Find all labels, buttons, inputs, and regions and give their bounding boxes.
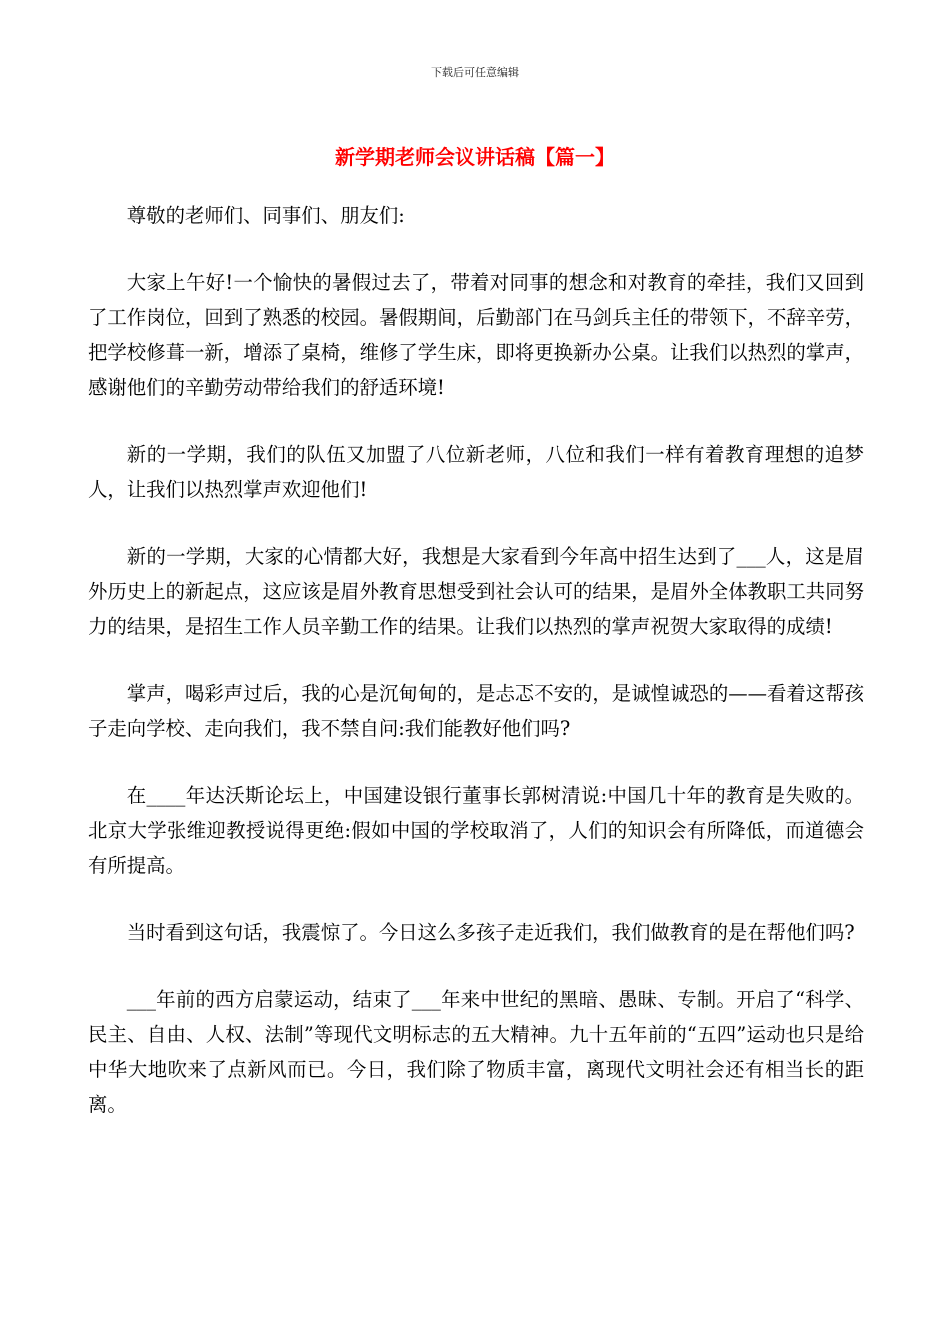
document-title: 新学期老师会议讲话稿【篇一】 [335,145,615,169]
paragraph-davos: 在____年达沃斯论坛上，中国建设银行董事长郭树清说:中国几十年的教育是失败的。北京大学张维迎教授说得更绝:假如中国的学校取消了，人们的知识会有所降低，而道德会有所提高。 [88,784,864,877]
page-header-note: 下载后可任意编辑 [431,66,519,79]
document-body [88,198,864,1154]
paragraph-shock: 当时看到这句话，我震惊了。今日这么多孩子走近我们，我们做教育的是在帮他们吗? [126,921,855,944]
paragraph-new-teachers: 新的一学期，我们的队伍又加盟了八位新老师，八位和我们一样有着教育理想的追梦人，让我们以热烈掌声欢迎他们! [88,443,864,501]
paragraph-salutation: 尊敬的老师们、同事们、朋友们: [126,204,405,227]
paragraph-greeting: 大家上午好!一个愉快的暑假过去了，带着对同事的想念和对教育的牵挂，我们又回到了工作岗位，回到了熟悉的校园。暑假期间，后勤部门在马剑兵主任的带领下，不辞辛劳，把学校修葺一新，增添了桌椅，维修了学生床，即将更换新办公桌。让我们以热烈的掌声，感谢他们的辛勤劳动带给我们的舒适环境! [88,271,864,399]
paragraph-enrollment: 新的一学期，大家的心情都大好，我想是大家看到今年高中招生达到了___人，这是眉外历史上的新起点，这应该是眉外教育思想受到社会认可的结果，是眉外全体教职工共同努力的结果，是招生工作人员辛勤工作的结果。让我们以热烈的掌声祝贺大家取得的成绩! [88,545,864,638]
paragraph-enlightenment: ___年前的西方启蒙运动，结束了___年来中世纪的黑暗、愚昧、专制。开启了“科学、民主、自由、人权、法制”等现代文明标志的五大精神。九十五年前的“五四”运动也只是给中华大地吹来了点新风而已。今日，我们除了物质丰富，离现代文明社会还有相当长的距离。 [88,988,864,1116]
paragraph-reflection: 掌声，喝彩声过后，我的心是沉甸甸的，是忐忑不安的，是诚惶诚恐的——看着这帮孩子走向学校、走向我们，我不禁自问:我们能教好他们吗? [88,682,864,740]
